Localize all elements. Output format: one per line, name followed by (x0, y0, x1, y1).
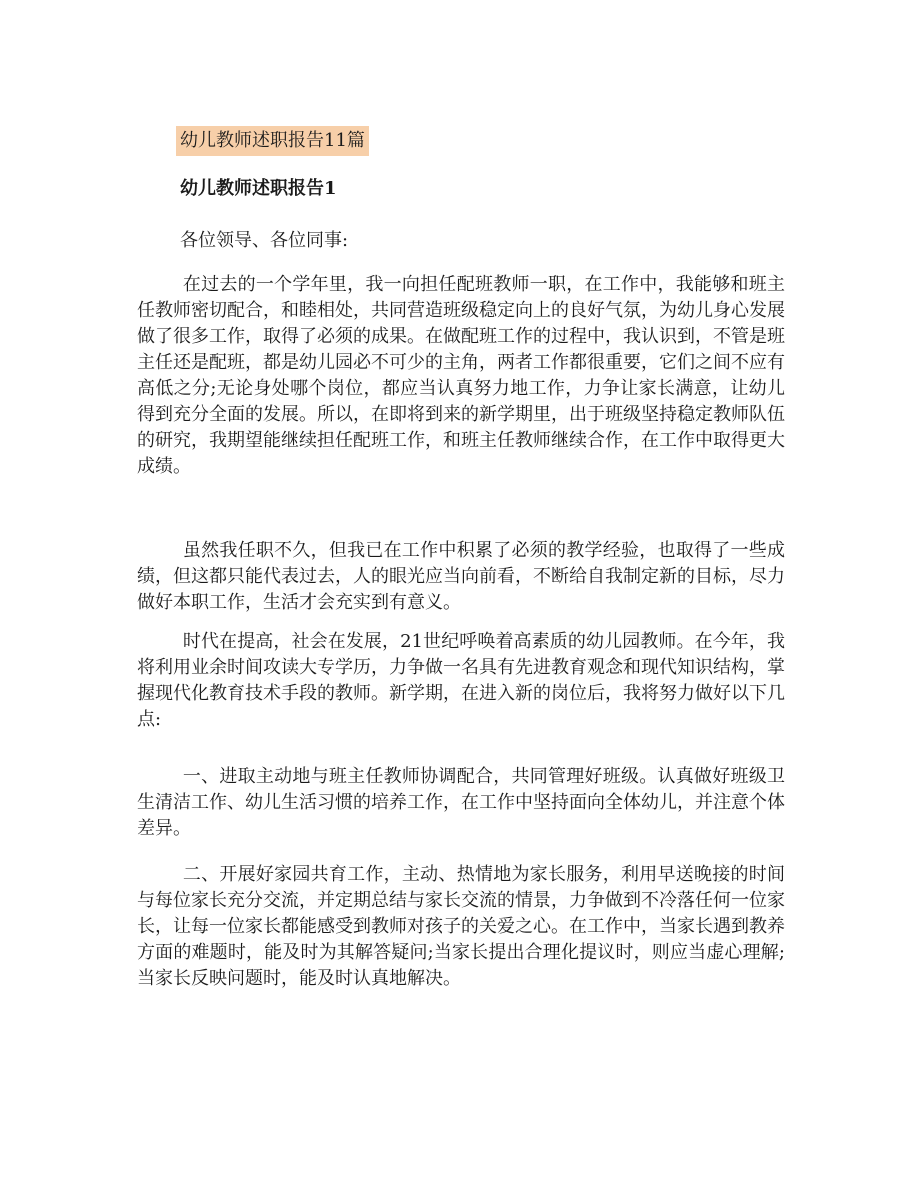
greeting-line: 各位领导、各位同事: (180, 230, 349, 251)
paragraph-3: 时代在提高，社会在发展，21世纪呼唤着高素质的幼儿园教师。在今年，我将利用业余时间攻读大专学历，力争做一名具有先进教育观念和现代知识结构，掌握现代化教育技术手段的教师。新学期，在进入新的岗位后，我将努力做好以下几点: (137, 631, 785, 730)
section-heading: 幼儿教师述职报告1 (180, 178, 337, 199)
paragraph-5: 二、开展好家园共育工作，主动、热情地为家长服务，利用早送晚接的时间与每位家长充分交流，并定期总结与家长交流的情景，力争做到不冷落任何一位家长，让每一位家长都能感受到教师对孩子的关爱之心。在工作中，当家长遇到教养方面的难题时，能及时为其解答疑问;当家长提出合理化提议时，则应当虚心理解;当家长反映问题时，能及时认真地解决。 (137, 864, 785, 989)
document-title: 幼儿教师述职报告11篇 (176, 126, 369, 156)
paragraph-4: 一、进取主动地与班主任教师协调配合，共同管理好班级。认真做好班级卫生清洁工作、幼儿生活习惯的培养工作，在工作中坚持面向全体幼儿，并注意个体差异。 (137, 766, 785, 839)
paragraph-2: 虽然我任职不久，但我已在工作中积累了必须的教学经验，也取得了一些成绩，但这都只能代表过去，人的眼光应当向前看，不断给自我制定新的目标，尽力做好本职工作，生活才会充实到有意义。 (137, 540, 785, 613)
paragraph-1: 在过去的一个学年里，我一向担任配班教师一职，在工作中，我能够和班主任教师密切配合，和睦相处，共同营造班级稳定向上的良好气氛，为幼儿身心发展做了很多工作，取得了必须的成果。在做配班工作的过程中，我认识到，不管是班主任还是配班，都是幼儿园必不可少的主角，两者工作都很重要，它们之间不应有高低之分;无论身处哪个岗位，都应当认真努力地工作，力争让家长满意，让幼儿得到充分全面的发展。所以，在即将到来的新学期里，出于班级坚持稳定教师队伍的研究，我期望能继续担任配班工作，和班主任教师继续合作，在工作中取得更大成绩。 (137, 274, 785, 477)
